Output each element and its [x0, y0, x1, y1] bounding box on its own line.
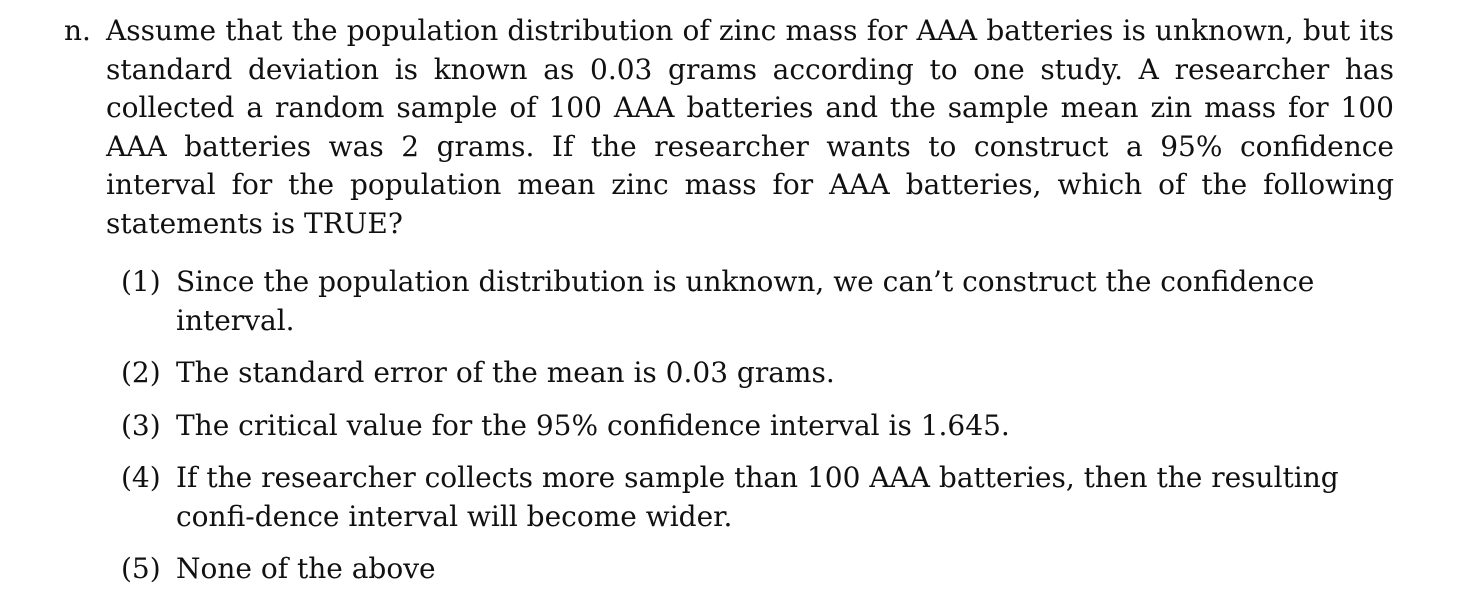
- option-number: (3): [121, 408, 161, 442]
- option-number: (2): [121, 356, 161, 389]
- question-block: [64, 12, 1394, 603]
- option-4: [121, 459, 1393, 536]
- question-label: n.: [64, 14, 91, 47]
- option-1: [121, 263, 1393, 340]
- question-text: Assume that the population distribution of zinc mass for AAA batteries is unknown, but its standard deviation is known as 0.03 grams according to one study. A researcher has collected a random sample of 100 AAA batteries and the sample mean zin mass for 100 AAA batteries was 2 grams. If the researcher wants to construct a 95% confidence interval for the population mean zinc mass for AAA batteries, which of the following statements is TRUE?: [106, 14, 1394, 240]
- option-number: (1): [121, 265, 161, 298]
- question-stem: [64, 12, 1394, 243]
- option-number: (4): [121, 461, 161, 494]
- option-5: [121, 550, 1393, 589]
- option-text: The critical value for the 95% confidence interval is 1.645.: [176, 408, 1010, 442]
- option-text: Since the population distribution is unknown, we can’t construct the confidence interval.: [176, 265, 1315, 337]
- answer-options: [121, 263, 1393, 589]
- option-text: None of the above: [176, 552, 436, 585]
- option-text: The standard error of the mean is 0.03 grams.: [176, 356, 835, 389]
- option-number: (5): [121, 552, 161, 585]
- option-3: [121, 407, 1393, 446]
- option-text: If the researcher collects more sample than 100 AAA batteries, then the resulting confi-dence interval will become wider.: [176, 461, 1339, 533]
- option-2: [121, 354, 1393, 393]
